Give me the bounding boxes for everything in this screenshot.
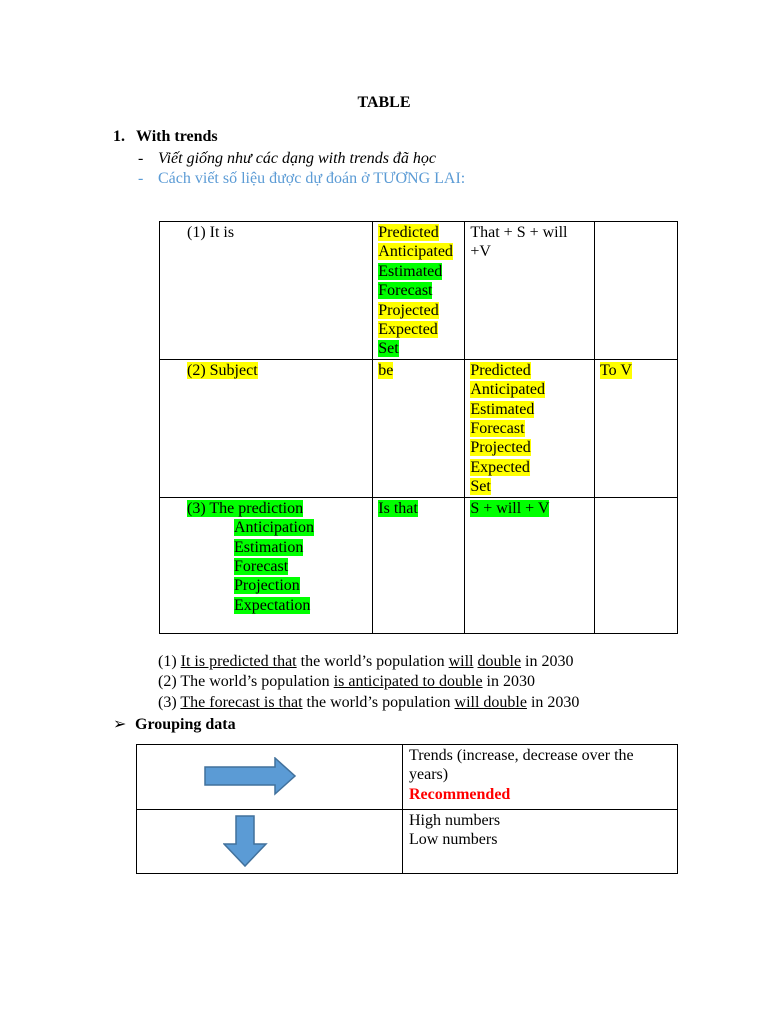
table-cell xyxy=(465,497,595,633)
example-text: (3) xyxy=(158,694,181,711)
arrowhead-bullet-icon: ➢ xyxy=(113,716,127,733)
table-cell xyxy=(594,497,677,633)
example-text: the world’s population xyxy=(302,694,455,711)
example-text: in 2030 xyxy=(482,673,535,690)
cell-text: High numbers xyxy=(409,812,501,829)
table-row xyxy=(160,497,678,633)
example-sentence xyxy=(158,672,535,692)
table-cell xyxy=(160,222,373,360)
section-number: 1. xyxy=(113,128,125,145)
verb-option: Predicted xyxy=(470,361,531,379)
grouping-data-table xyxy=(136,744,678,874)
table-cell xyxy=(137,810,403,874)
verb-option: Predicted xyxy=(378,224,439,241)
table-cell xyxy=(465,222,595,360)
example-underlined: The forecast is that xyxy=(180,694,303,711)
cell-text: years) xyxy=(409,766,449,784)
section-heading xyxy=(113,128,218,146)
noun-option: Anticipation xyxy=(234,519,314,537)
verb-option: Set xyxy=(470,478,491,496)
bullet-text: Viết giống như các dạng with trends đã học xyxy=(158,150,437,167)
table-row xyxy=(137,745,678,810)
example-text: in 2030 xyxy=(521,653,574,670)
table-cell xyxy=(403,810,678,874)
table-cell xyxy=(594,222,677,360)
table-cell xyxy=(403,745,678,810)
example-sentence xyxy=(158,693,579,713)
verb-option: Estimated xyxy=(378,262,443,280)
table-cell xyxy=(373,222,465,360)
cell-text: (2) Subject xyxy=(187,361,258,379)
recommended-label: Recommended xyxy=(409,785,511,803)
verb-option: Forecast xyxy=(470,420,525,438)
example-sentence xyxy=(158,652,574,672)
bullet-item xyxy=(138,150,436,168)
example-underlined: will double xyxy=(454,694,527,711)
table-cell xyxy=(465,359,595,497)
bullet-item xyxy=(138,170,465,188)
example-underlined: is anticipated to double xyxy=(333,673,483,690)
trends-structure-table xyxy=(159,221,678,634)
table-cell xyxy=(160,497,373,633)
verb-option: Expected xyxy=(470,458,530,476)
example-underlined: It is predicted that xyxy=(180,653,297,670)
example-text: the world’s population xyxy=(296,653,449,670)
table-cell xyxy=(594,359,677,497)
verb-option: Expected xyxy=(378,321,438,339)
cell-text: S + will + V xyxy=(470,499,550,517)
cell-text: be xyxy=(378,361,394,379)
table-cell xyxy=(160,359,373,497)
cell-text: (3) The prediction xyxy=(187,499,304,517)
verb-option: Anticipated xyxy=(378,243,453,261)
cell-text: To V xyxy=(599,361,632,379)
example-text: (1) xyxy=(158,653,181,670)
cell-text: Is that xyxy=(378,499,418,517)
example-text: (2) The world’s population xyxy=(158,673,334,690)
cell-text: Low numbers xyxy=(409,831,498,849)
table-row xyxy=(160,359,678,497)
cell-text: That + S + will xyxy=(470,224,568,241)
table-row xyxy=(160,222,678,360)
verb-option: Estimated xyxy=(470,400,535,418)
right-arrow-icon xyxy=(203,757,299,797)
bullet-dash: - xyxy=(138,150,144,167)
noun-option: Expectation xyxy=(234,596,311,614)
section-heading-text: With trends xyxy=(136,128,218,145)
verb-option: Forecast xyxy=(378,282,433,300)
bullet-text: Cách viết số liệu được dự đoán ở TƯƠNG LAI: xyxy=(158,170,466,187)
verb-option: Anticipated xyxy=(470,381,545,399)
example-underlined: will xyxy=(448,653,474,670)
grouping-heading-text: Grouping data xyxy=(135,716,236,733)
noun-option: Projection xyxy=(234,577,300,595)
verb-option: Set xyxy=(378,340,399,358)
cell-text: Trends (increase, decrease over the xyxy=(409,747,634,764)
example-text: in 2030 xyxy=(526,694,580,711)
document-title: TABLE xyxy=(357,94,411,111)
verb-option: Projected xyxy=(378,301,439,319)
down-arrow-icon xyxy=(223,814,269,870)
table-row xyxy=(137,810,678,874)
noun-option: Estimation xyxy=(234,538,304,556)
cell-text: +V xyxy=(470,243,491,261)
table-cell xyxy=(373,359,465,497)
cell-text: (1) It is xyxy=(187,224,235,241)
verb-option: Projected xyxy=(470,439,531,457)
grouping-heading xyxy=(113,714,236,734)
bullet-dash: - xyxy=(138,170,144,187)
table-cell xyxy=(137,745,403,810)
table-cell xyxy=(373,497,465,633)
example-underlined: double xyxy=(477,653,522,670)
noun-option: Forecast xyxy=(234,557,289,575)
